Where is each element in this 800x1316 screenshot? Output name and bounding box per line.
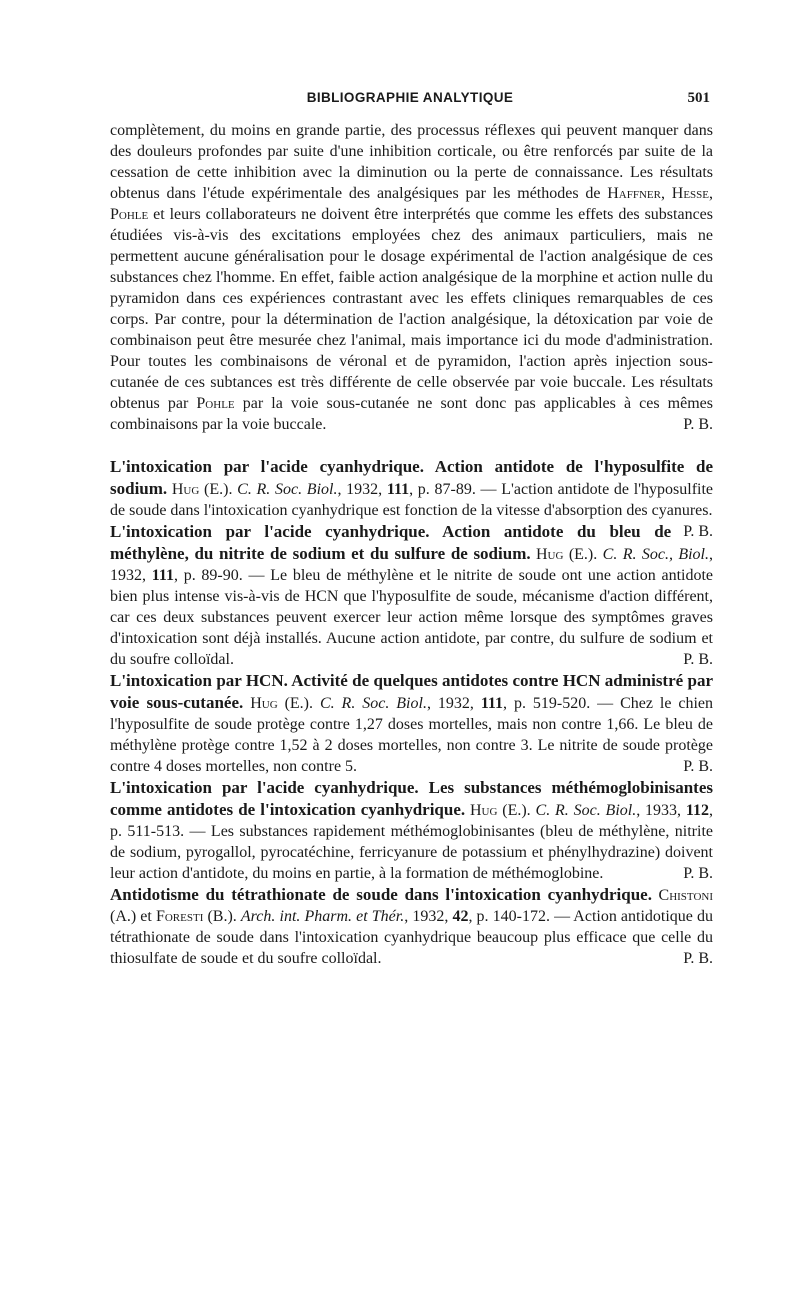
entry-journal: Arch. int. Pharm. et Thér. [240,908,405,925]
author-name: Haffner [607,185,661,202]
reviewer-signature: P. B. [683,523,713,540]
bibliography-entry [110,884,713,969]
intro-paragraph [110,120,713,435]
separator: , [660,185,672,202]
entry-abstract: — L'action antidote de l'hyposulfite de soude dans l'intoxication cyanhydrique est fonction de la vitesse d'absorption des cyanures. [110,481,714,519]
reviewer-signature: P. B. [683,416,713,433]
entry-author-initials: (E.). [277,695,320,712]
entry-author: Hug [171,481,200,498]
entry-author: Chistoni [658,887,713,904]
author-name: Hesse [671,185,710,202]
entry-pages: , p. 140-172. [468,908,550,925]
separator: , [709,185,714,202]
entry-year: , 1932, [404,908,453,925]
entry-pages: , p. 89-90. [173,567,243,584]
reviewer-signature: P. B. [683,865,713,882]
entry-title: Antidotisme du tétrathionate de soude dans l'intoxication cyanhydrique. [110,885,652,904]
entry-pages: , p. 519-520. [503,695,591,712]
intro-text: et leurs collaborateurs ne doivent être interprétés que comme les effets des substances étudiées vis-à-vis des excitations employées chez des animaux particuliers, mais ne permettent aucune généralisation pour le dosage expérimental de l'action analgésique de ces substances chez l'homme. En effet, faible action analgésique de la morphine et action nulle du pyramidon dans ces expériences contrastant avec les effets cliniques remarquables de ces corps. Par contre, pour la détermination de l'action analgésique, la détoxication par voie de combinaison peut être mesurée chez l'animal, mais importance ici du mode d'administration. Pour toutes les combinaisons de véronal et de pyramidon, l'action après injection sous-cutanée de ces subtances est très différente de celle observée par voie buccale. Les résultats obtenus par [110,206,713,412]
entry-journal: C. R. Soc. Biol. [319,695,427,712]
entry-author: Hug [250,695,278,712]
entry-abstract: — Le bleu de méthylène et le nitrite de soude ont une action antidote bien plus intense vis-à-vis de HCN que l'hyposulfite de soude, mécanisme d'action différent, car ces deux substances peuvent exercer leur action même lorsque des symptômes graves d'intoxication sont déjà installés. Aucune action antidote, par contre, du sulfure de sodium et du soufre colloïdal. [110,567,714,668]
entry-author: Foresti [155,908,204,925]
reviewer-signature: P. B. [683,758,713,775]
entry-volume: 111 [386,481,410,498]
entry-author-initials: (E.). [199,481,238,498]
running-title: BIBLIOGRAPHIE ANALYTIQUE [306,90,514,105]
entry-abstract: — Action antidotique du tétrathionate de soude dans l'intoxication cyanhydrique beaucoup plus efficace que celle du thiosulfate de soude et du soufre colloïdal. [110,908,714,967]
entry-pages: , p. 87-89. [409,481,476,498]
bibliography-entry [110,777,713,884]
author-name: Pohle [196,395,235,412]
entry-year: , 1932, [426,695,481,712]
intro-text: par la voie sous-cutanée ne sont donc pas applicables à ces mêmes combinaisons par la voie buccale. [110,395,713,433]
entry-abstract: — Les substances rapidement méthémoglobinisantes (bleu de méthylène, nitrite de sodium, pyrogallol, pyrocatéchine, ferricyanure de potassium et phénylhydrazine) doivent leur action d'antidote, du moins en partie, à la formation de méthémoglobine. [110,823,714,882]
entry-year: , 1933, [636,802,686,819]
reviewer-signature: P. B. [683,651,713,668]
entry-pages: , p. 511-513. [110,802,714,840]
entry-title: L'intoxication par l'acide cyanhydrique. Les substances méthémoglobinisantes comme antidotes de l'intoxication cyanhydrique. [110,778,713,819]
entry-journal: C. R. Soc. Biol. [535,802,637,819]
entry-author-initials: (E.). [563,546,603,563]
entry-author: Hug [469,802,498,819]
entry-author-initials: (E.). [497,802,536,819]
page-body [110,120,713,969]
author-name: Pohle [110,206,149,223]
entry-author-initials: (B.). [203,908,241,925]
entry-abstract: — Chez le chien l'hyposulfite de soude protège contre 1,27 doses mortelles, mais non contre 1,66. Le bleu de méthylène protège contre 1,52 à 2 doses mortelles, non contre 3. Le nitrite de soude protège contre 4 doses mortelles, non contre 5. [110,695,714,775]
bibliography-entry [110,456,714,540]
bibliography-entry [110,521,713,670]
intro-text: complètement, du moins en grande partie, des processus réflexes qui peuvent manquer dans des douleurs profondes par suite d'une inhibition corticale, ou être renforcés par suite de la cessation de cette inhibition avec la diminution ou la perte de connaissance. Les résultats obtenus dans l'étude expérimentale des analgésiques par les méthodes de [110,122,713,202]
reviewer-signature: P. B. [683,950,713,967]
entry-volume: 111 [151,567,174,584]
entry-title: L'intoxication par HCN. Activité de quelques antidotes contre HCN administré par voie sous-cutanée. [110,671,713,712]
entry-volume: 111 [480,695,504,712]
entry-year: , 1932, [110,546,714,584]
entry-journal: C. R. Soc., Biol. [602,546,710,563]
entry-title: L'intoxication par l'acide cyanhydrique. Action antidote du bleu de méthylène, du nitrite de sodium et du sulfure de sodium. [110,522,672,563]
entry-year: , 1932, [337,481,387,498]
entry-volume: 42 [452,908,469,925]
entry-volume: 112 [685,802,710,819]
page-header [110,90,710,112]
entry-author-initials: (A.) et [110,908,156,925]
entry-title: L'intoxication par l'acide cyanhydrique. Action antidote de l'hyposulfite de sodium. [110,457,713,498]
entry-author: Hug [536,546,564,563]
page-number: 501 [687,90,710,106]
entry-journal: C. R. Soc. Biol. [237,481,338,498]
bibliography-entry [110,670,713,777]
